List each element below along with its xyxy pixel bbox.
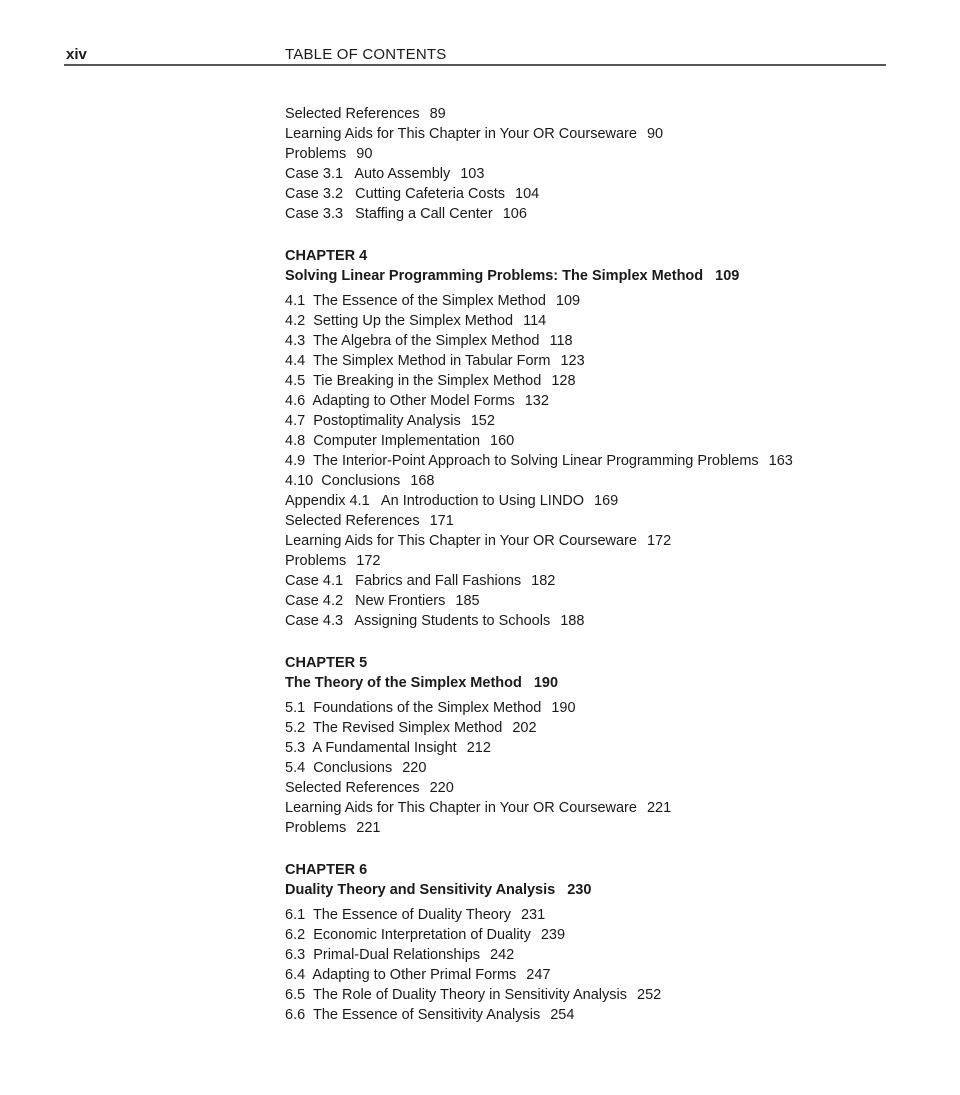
toc-entry [285,571,905,591]
toc-entry-page: 132 [524,393,549,409]
toc-entry [285,391,905,411]
toc-entry-text: 6.1 The Essence of Duality Theory [285,907,511,923]
toc-entry [285,351,905,371]
toc-entry [285,905,905,925]
chapter-section [285,653,905,838]
toc-entry-text: Case 4.2 New Frontiers [285,593,446,609]
toc-entry-page: 168 [410,473,435,489]
toc-entry [285,331,905,351]
toc-entry-text: Learning Aids for This Chapter in Your OR Courseware [285,800,637,816]
toc-entry-page: 104 [515,186,540,202]
toc-entry [285,511,905,531]
toc-entry-text: Case 3.3 Staffing a Call Center [285,206,493,222]
chapter-title-text: Duality Theory and Sensitivity Analysis [285,882,556,898]
toc-entry-page: 212 [466,740,491,756]
running-header-title: TABLE OF CONTENTS [285,46,447,63]
toc-entry-text: Selected References [285,106,420,122]
toc-entry-page: 247 [526,967,551,983]
toc-entry [285,611,905,631]
chapter-title [285,266,905,286]
chapter-title-text: The Theory of the Simplex Method [285,675,522,691]
toc-entry-text: Selected References [285,513,420,529]
toc-entry-text: Learning Aids for This Chapter in Your OR Courseware [285,126,637,142]
toc-entry [285,925,905,945]
toc-entry [285,965,905,985]
toc-entry-page: 109 [555,293,581,309]
toc-entry-page: 185 [455,593,480,609]
toc-entry-text: 4.10 Conclusions [285,473,401,489]
toc-entry [285,551,905,571]
toc-entry-page: 172 [356,553,381,569]
toc-entry-text: Problems [285,820,347,836]
toc-entry-text: Selected References [285,780,420,796]
toc-entry-page: 90 [646,126,664,142]
toc-entry-page: 188 [560,613,585,629]
chapter-section [285,860,905,1025]
toc-entry-text: 5.3 A Fundamental Insight [285,740,457,756]
toc-entry [285,371,905,391]
toc-entry-page: 89 [429,106,446,122]
header-rule [64,64,886,66]
table-of-contents [285,104,905,1025]
toc-entry-text: 4.7 Postoptimality Analysis [285,413,461,429]
toc-entry-page: 128 [551,373,576,389]
toc-entry-page: 152 [470,413,495,429]
toc-entry-text: 5.4 Conclusions [285,760,393,776]
chapter-label: CHAPTER 6 [285,862,368,878]
section-continuation [285,104,905,224]
toc-entry [285,451,905,471]
toc-entry [285,591,905,611]
toc-entry [285,311,905,331]
toc-entry-text: 6.3 Primal-Dual Relationships [285,947,481,963]
toc-entry-page: 103 [460,166,485,182]
toc-entry-page: 190 [551,700,576,716]
toc-entry-text: 5.1 Foundations of the Simplex Method [285,700,542,716]
toc-entry [285,411,905,431]
toc-entry-text: Problems [285,146,347,162]
toc-entry [285,491,905,511]
toc-entry-text: 6.6 The Essence of Sensitivity Analysis [285,1007,541,1023]
toc-entry [285,818,905,838]
toc-entry [285,144,905,164]
toc-entry-text: 6.5 The Role of Duality Theory in Sensitivity Analysis [285,987,627,1003]
chapter-title-page: 190 [533,675,559,691]
toc-entry-page: 220 [402,760,427,776]
toc-entry-page: 220 [429,780,454,796]
toc-entry-page: 239 [540,927,566,943]
toc-entry-page: 221 [646,800,672,816]
chapter-title-text: Solving Linear Programming Problems: The Simplex Method [285,268,704,284]
toc-entry-text: 4.4 The Simplex Method in Tabular Form [285,353,551,369]
toc-entry-page: 252 [637,987,662,1003]
toc-entry-text: 4.2 Setting Up the Simplex Method [285,313,514,329]
chapter-label: CHAPTER 5 [285,655,368,671]
chapter-title [285,673,905,693]
toc-entry-text: 4.6 Adapting to Other Model Forms [285,393,515,409]
toc-entry-text: 4.8 Computer Implementation [285,433,481,449]
toc-entry-text: Case 3.2 Cutting Cafeteria Costs [285,186,506,202]
toc-entry [285,531,905,551]
toc-entry-page: 169 [594,493,619,509]
toc-entry [285,471,905,491]
chapter-title [285,880,905,900]
toc-entry-text: 4.1 The Essence of the Simplex Method [285,293,546,309]
toc-entry [285,778,905,798]
toc-entry-page: 114 [523,313,547,329]
toc-entry [285,184,905,204]
chapter-section [285,246,905,631]
toc-entry [285,738,905,758]
toc-entry-text: 4.5 Tie Breaking in the Simplex Method [285,373,542,389]
toc-entry-text: 6.4 Adapting to Other Primal Forms [285,967,517,983]
toc-entry-page: 90 [356,146,373,162]
toc-entry [285,124,905,144]
toc-entry-page: 163 [768,453,793,469]
toc-entry-text: Learning Aids for This Chapter in Your OR Courseware [285,533,637,549]
toc-entry-page: 242 [490,947,515,963]
toc-entry-text: 4.3 The Algebra of the Simplex Method [285,333,540,349]
toc-entry-page: 172 [646,533,672,549]
toc-entry-text: 4.9 The Interior-Point Approach to Solving Linear Programming Problems [285,453,759,469]
toc-entry [285,104,905,124]
toc-entry [285,985,905,1005]
toc-entry-page: 123 [560,353,585,369]
toc-entry-page: 231 [520,907,546,923]
toc-entry-text: Appendix 4.1 An Introduction to Using LINDO [285,493,585,509]
chapter-label: CHAPTER 4 [285,248,368,264]
page-number: xiv [66,46,87,63]
toc-entry-page: 160 [490,433,515,449]
chapter-title-page: 109 [715,268,740,284]
toc-entry-page: 106 [502,206,527,222]
toc-entry [285,698,905,718]
toc-entry [285,718,905,738]
toc-entry [285,945,905,965]
toc-entry-page: 221 [356,820,381,836]
toc-entry [285,204,905,224]
toc-entry-page: 118 [549,333,573,349]
toc-entry-text: 6.2 Economic Interpretation of Duality [285,927,531,943]
chapter-title-page: 230 [567,882,592,898]
toc-entry-text: Problems [285,553,347,569]
toc-entry-page: 254 [550,1007,575,1023]
toc-entry [285,431,905,451]
toc-entry [285,1005,905,1025]
toc-entry [285,798,905,818]
toc-entry-page: 182 [531,573,556,589]
toc-entry-page: 171 [429,513,454,529]
toc-entry [285,164,905,184]
toc-entry [285,291,905,311]
toc-entry-text: Case 3.1 Auto Assembly [285,166,451,182]
toc-entry [285,758,905,778]
toc-entry-text: 5.2 The Revised Simplex Method [285,720,503,736]
toc-entry-text: Case 4.1 Fabrics and Fall Fashions [285,573,522,589]
toc-entry-page: 202 [512,720,537,736]
toc-entry-text: Case 4.3 Assigning Students to Schools [285,613,551,629]
